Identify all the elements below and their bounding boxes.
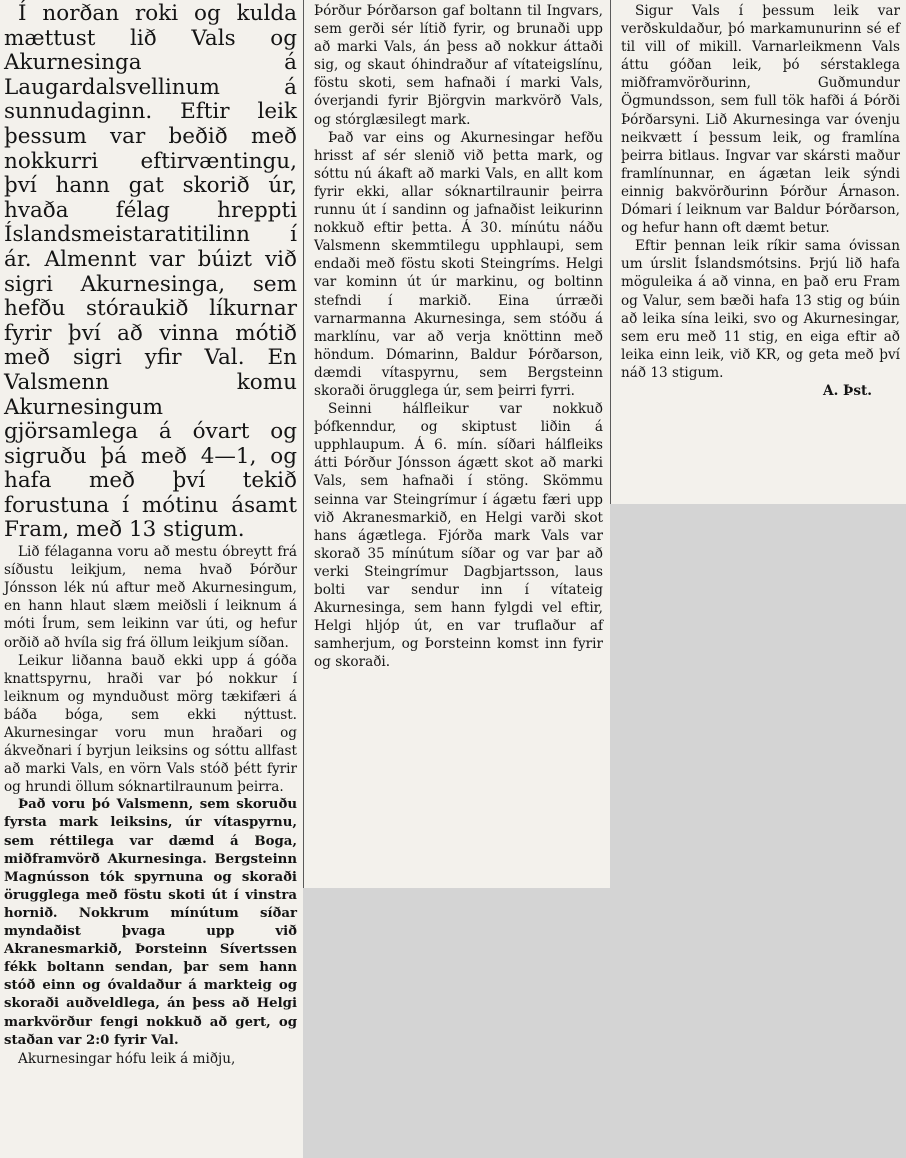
paragraph: Það var eins og Akurnesingar hefðu hrisst af sér slenið við þetta mark, og sóttu nú ákaft að marki Vals, en allt kom fyrir ekki, allar sóknartilraunir þeirra runnu út í sandinn og jafnaðist leikurinn nokkuð eftir þetta. Á 30. mínútu náðu Valsmenn skemmtilegu upphlaupi, sem endaði með föstu skoti Steingríms. Helgi var kominn út úr markinu, og boltinn stefndi í markið. Eina úrræði varnarmanna Akurnesinga, sem stóðu á marklínu, var að verja knöttinn með höndum. Dómarinn, Baldur Þórðarson, dæmdi vítaspyrnu, sem Bergsteinn skoraði örugglega úr, sem þeirri fyrri.: [314, 129, 603, 399]
paragraph: Seinni hálfleikur var nokkuð þófkenndur, og skiptust liðin á upphlaupum. Á 6. mín. síðari hálfleiks átti Þórður Jónsson ágætt skot að marki Vals, sem hafnaði í stöng. Skömmu seinna var Steingrímur í ágætu færi upp við Akranesmarkið, en Helgi varði skot hans ágætlega. Fjórða mark Vals var skorað 35 mínútum síðar og var þar að verki Steingrímur Dagbjartsson, laus bolti var sendur inn í vítateig Akurnesinga, sem hann fylgdi vel eftir, Helgi hljóp út, en var truflaður af samherjum, og Þorsteinn komst inn fyrir og skoraði.: [314, 401, 603, 671]
author-signature: A. Þst.: [823, 382, 872, 399]
paragraph: Sigur Vals í þessum leik var verðskuldaður, þó markamunurinn sé ef til vill of mikill. Varnarleikmenn Vals áttu góðan leik, þó sérstaklega miðframvörðurinn, Guðmundur Ögmundsson, sem full tök hafði á Þórði Þórðarsyni. Lið Akurnesinga var óvenju neikvætt í þessum leik, og framlína þeirra bitlaus. Ingvar var skársti maður framlínunnar, en ágætan leik sýndi einnig bakvörðurinn Þórður Árnason. Dómari í leiknum var Baldur Þórðarson, og hefur hann oft dæmt betur.: [621, 3, 900, 237]
paragraph: Eftir þennan leik ríkir sama óvissan um úrslit Íslandsmótsins. Þrjú lið hafa möguleika á að vinna, en það eru Fram og Valur, sem bæði hafa 13 stig og búin að leika sína leiki, svo og Akurnesingar, sem eru með 11 stig, en eiga eftir að leika einn leik, við KR, og geta með því náð 13 stigum.: [621, 238, 900, 381]
paragraph: Lið félaganna voru að mestu óbreytt frá síðustu leikjum, nema hvað Þórður Jónsson lék nú aftur með Akurnesingum, en hann hlaut slæm meiðsli í leiknum á móti Írum, sem leikinn var úti, og hefur orðið að hvíla sig frá öllum leikjum síðan.: [4, 544, 297, 651]
column-3: [610, 0, 906, 504]
lead-paragraph: Í norðan roki og kulda mættust lið Vals og Akurnesinga á Laugardalsvellinum á sunnudaginn. Eftir leik þessum var beðið með nokkurri eftirvæntingu, því hann gat skorið úr, hvaða félag hreppti Íslandsmeistaratitilinn í ár. Almennt var búizt við sigri Akurnesinga, sem hefðu stóraukið líkurnar fyrir því að vinna mótið með sigri yfir Val. En Valsmenn komu Akurnesingum gjörsamlega á óvart og sigruðu þá með 4—1, og hafa með því tekið forustuna í mótinu ásamt Fram, með 13 stigum.: [4, 1, 297, 543]
bold-paragraph: Það voru þó Valsmenn, sem skoruðu fyrsta mark leiksins, úr vítaspyrnu, sem réttilega var dæmd á Boga, miðframvörð Akurnesinga. Bergsteinn Magnússon tók spyrnuna og skoraði örugglega með föstu skoti út í vinstra hornið. Nokkrum mínútum síðar myndaðist þvaga upp við Akranesmarkið, Þorsteinn Sívertssen fékk boltann sendan, þar sem hann stóð einn og óvaldaður á markteig og skoraði auðveldlega, án þess að Helgi markvörður fengi nokkuð að gert, og staðan var 2:0 fyrir Val.: [4, 797, 297, 1048]
column-2: [303, 0, 610, 888]
column-1: [0, 0, 303, 1158]
paragraph: Þórður Þórðarson gaf boltann til Ingvars, sem gerði sér lítið fyrir, og brunaði upp að marki Vals, án þess að nokkur áttaði sig, og skaut óhindraður af vítateigslínu, föstu skoti, sem hafnaði í marki Vals, óverjandi fyrir Björgvin markvörð Vals, og stórglæsilegt mark.: [314, 3, 603, 128]
paragraph: Leikur liðanna bauð ekki upp á góða knattspyrnu, hraði var þó nokkur í leiknum og mynduðust mörg tækifæri á báða bóga, sem ekki nýttust. Akurnesingar voru mun hraðari og ákveðnari í byrjun leiksins og sóttu allfast að marki Vals, en vörn Vals stóð þétt fyrir og hrundi öllum sóknartilraunum þeirra.: [4, 652, 297, 796]
paragraph: Akurnesingar hófu leik á miðju,: [18, 1050, 236, 1067]
